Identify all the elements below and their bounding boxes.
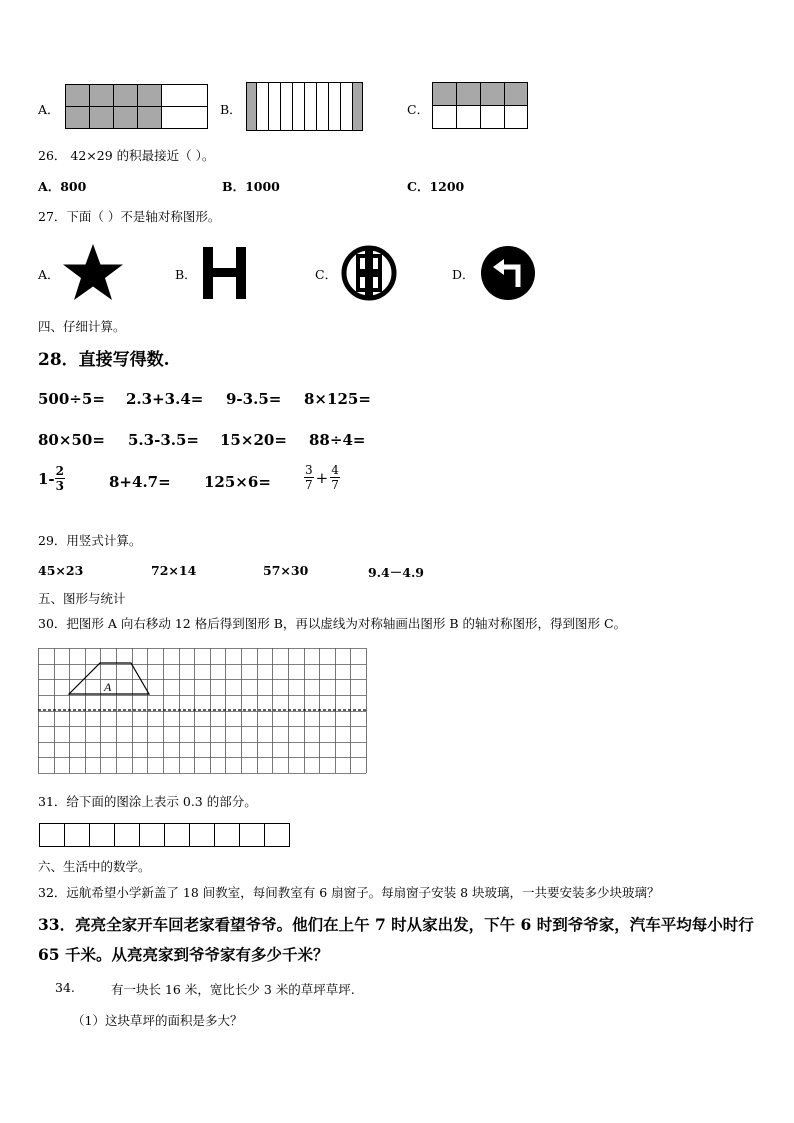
q28-row1-item1: 500÷5= xyxy=(38,390,105,408)
q33-line2: 65 千米。从亮亮家到爷爷家有多少千米？ xyxy=(38,945,329,964)
q27-option-a-label: A． xyxy=(38,267,60,282)
q30-stem: 30．把图形 A 向右移动 12 格后得到图形 B，再以虚线为对称轴画出图形 B 的轴对称图形，得到图形 C。 xyxy=(38,616,627,631)
q34-stem: 有一块长 16 米，宽比长少 3 米的草坪草坪. xyxy=(111,982,355,997)
strip-cell[interactable] xyxy=(114,823,140,847)
star-icon xyxy=(62,243,124,301)
q26-option-c: C．1200 xyxy=(407,179,465,194)
q27-option-d-label: D． xyxy=(452,267,475,282)
q28-row2-item2: 5.3-3.5= xyxy=(128,431,199,449)
strip-cell[interactable] xyxy=(239,823,265,847)
q26-stem: 26． 42×29 的积最接近（ ）。 xyxy=(38,148,215,163)
q28-row2-item4: 88÷4= xyxy=(309,431,366,449)
q34-number: 34. xyxy=(55,980,75,995)
fraction-two-thirds xyxy=(55,464,65,493)
shape-a-label: A xyxy=(104,680,112,694)
q29-item1: 45×23 xyxy=(38,563,84,578)
q28-row1-item4: 8×125= xyxy=(304,390,371,408)
plus-sign: + xyxy=(315,468,329,487)
q26-option-b: B．1000 xyxy=(222,179,280,194)
q28-row1-item2: 2.3+3.4= xyxy=(126,390,204,408)
q25-option-c-label: C． xyxy=(407,102,430,117)
fraction-denominator: 7 xyxy=(331,478,339,492)
q27-option-c-label: C． xyxy=(315,267,338,282)
letter-h-icon xyxy=(203,247,246,299)
fraction-four-sevenths xyxy=(330,463,340,492)
q27-stem: 27．下面（ ）不是轴对称图形。 xyxy=(38,209,221,224)
q29-stem: 29．用竖式计算。 xyxy=(38,533,142,548)
q28-row3-item1 xyxy=(38,464,65,493)
strip-cell[interactable] xyxy=(214,823,240,847)
fraction-three-sevenths xyxy=(304,463,314,492)
q25-option-b-figure xyxy=(246,82,364,132)
strip-cell[interactable] xyxy=(39,823,65,847)
fraction-numerator: 4 xyxy=(331,463,339,477)
strip-cell[interactable] xyxy=(89,823,115,847)
q27-option-b-label: B． xyxy=(175,267,197,282)
q26-option-a: A．800 xyxy=(38,179,87,194)
q25-option-c-figure xyxy=(432,82,529,130)
q28-row3-item1-prefix: 1- xyxy=(38,469,55,488)
q28-stem: 28．直接写得数. xyxy=(38,350,170,370)
q34-sub1: （1）这块草坪的面积是多大？ xyxy=(72,1013,243,1028)
fraction-numerator: 2 xyxy=(55,464,65,478)
q28-row1-item3: 9-3.5= xyxy=(226,390,282,408)
bank-logo-icon xyxy=(341,245,397,301)
fraction-denominator: 3 xyxy=(55,479,65,493)
strip-cell[interactable] xyxy=(64,823,90,847)
strip-cell[interactable] xyxy=(189,823,215,847)
q29-item3: 57×30 xyxy=(263,563,309,578)
q25-option-a-label: A． xyxy=(38,102,60,117)
q31-ten-cell-strip[interactable] xyxy=(40,823,290,847)
q28-row3-item3: 125×6= xyxy=(204,473,271,491)
section-4-heading: 四、仔细计算。 xyxy=(38,319,126,334)
turn-left-sign-icon xyxy=(480,245,536,301)
strip-cell[interactable] xyxy=(264,823,290,847)
section-5-heading: 五、图形与统计 xyxy=(38,591,126,606)
q28-row3-item4 xyxy=(304,463,340,492)
q25-option-a-figure xyxy=(65,84,209,130)
strip-cell[interactable] xyxy=(139,823,165,847)
q25-option-b-label: B． xyxy=(220,102,242,117)
fraction-denominator: 7 xyxy=(305,478,313,492)
q29-item2: 72×14 xyxy=(151,563,197,578)
q28-row2-item1: 80×50= xyxy=(38,431,105,449)
q32-stem: 32．远航希望小学新盖了 18 间教室，每间教室有 6 扇窗子。每扇窗子安装 8 块玻璃，一共要安装多少块玻璃？ xyxy=(38,885,660,900)
q29-item4: 9.4－4.9 xyxy=(368,565,424,580)
section-6-heading: 六、生活中的数学。 xyxy=(38,859,151,874)
q31-stem: 31．给下面的图涂上表示 0.3 的部分。 xyxy=(38,794,257,809)
q33-line1: 33．亮亮全家开车回老家看望爷爷。他们在上午 7 时从家出发，下午 6 时到爷爷家，汽车平均每小时行 xyxy=(38,915,754,934)
strip-cell[interactable] xyxy=(164,823,190,847)
q28-row2-item3: 15×20= xyxy=(220,431,287,449)
q28-row3-item2: 8+4.7= xyxy=(109,473,171,491)
q30-grid xyxy=(38,648,367,774)
fraction-numerator: 3 xyxy=(305,463,313,477)
